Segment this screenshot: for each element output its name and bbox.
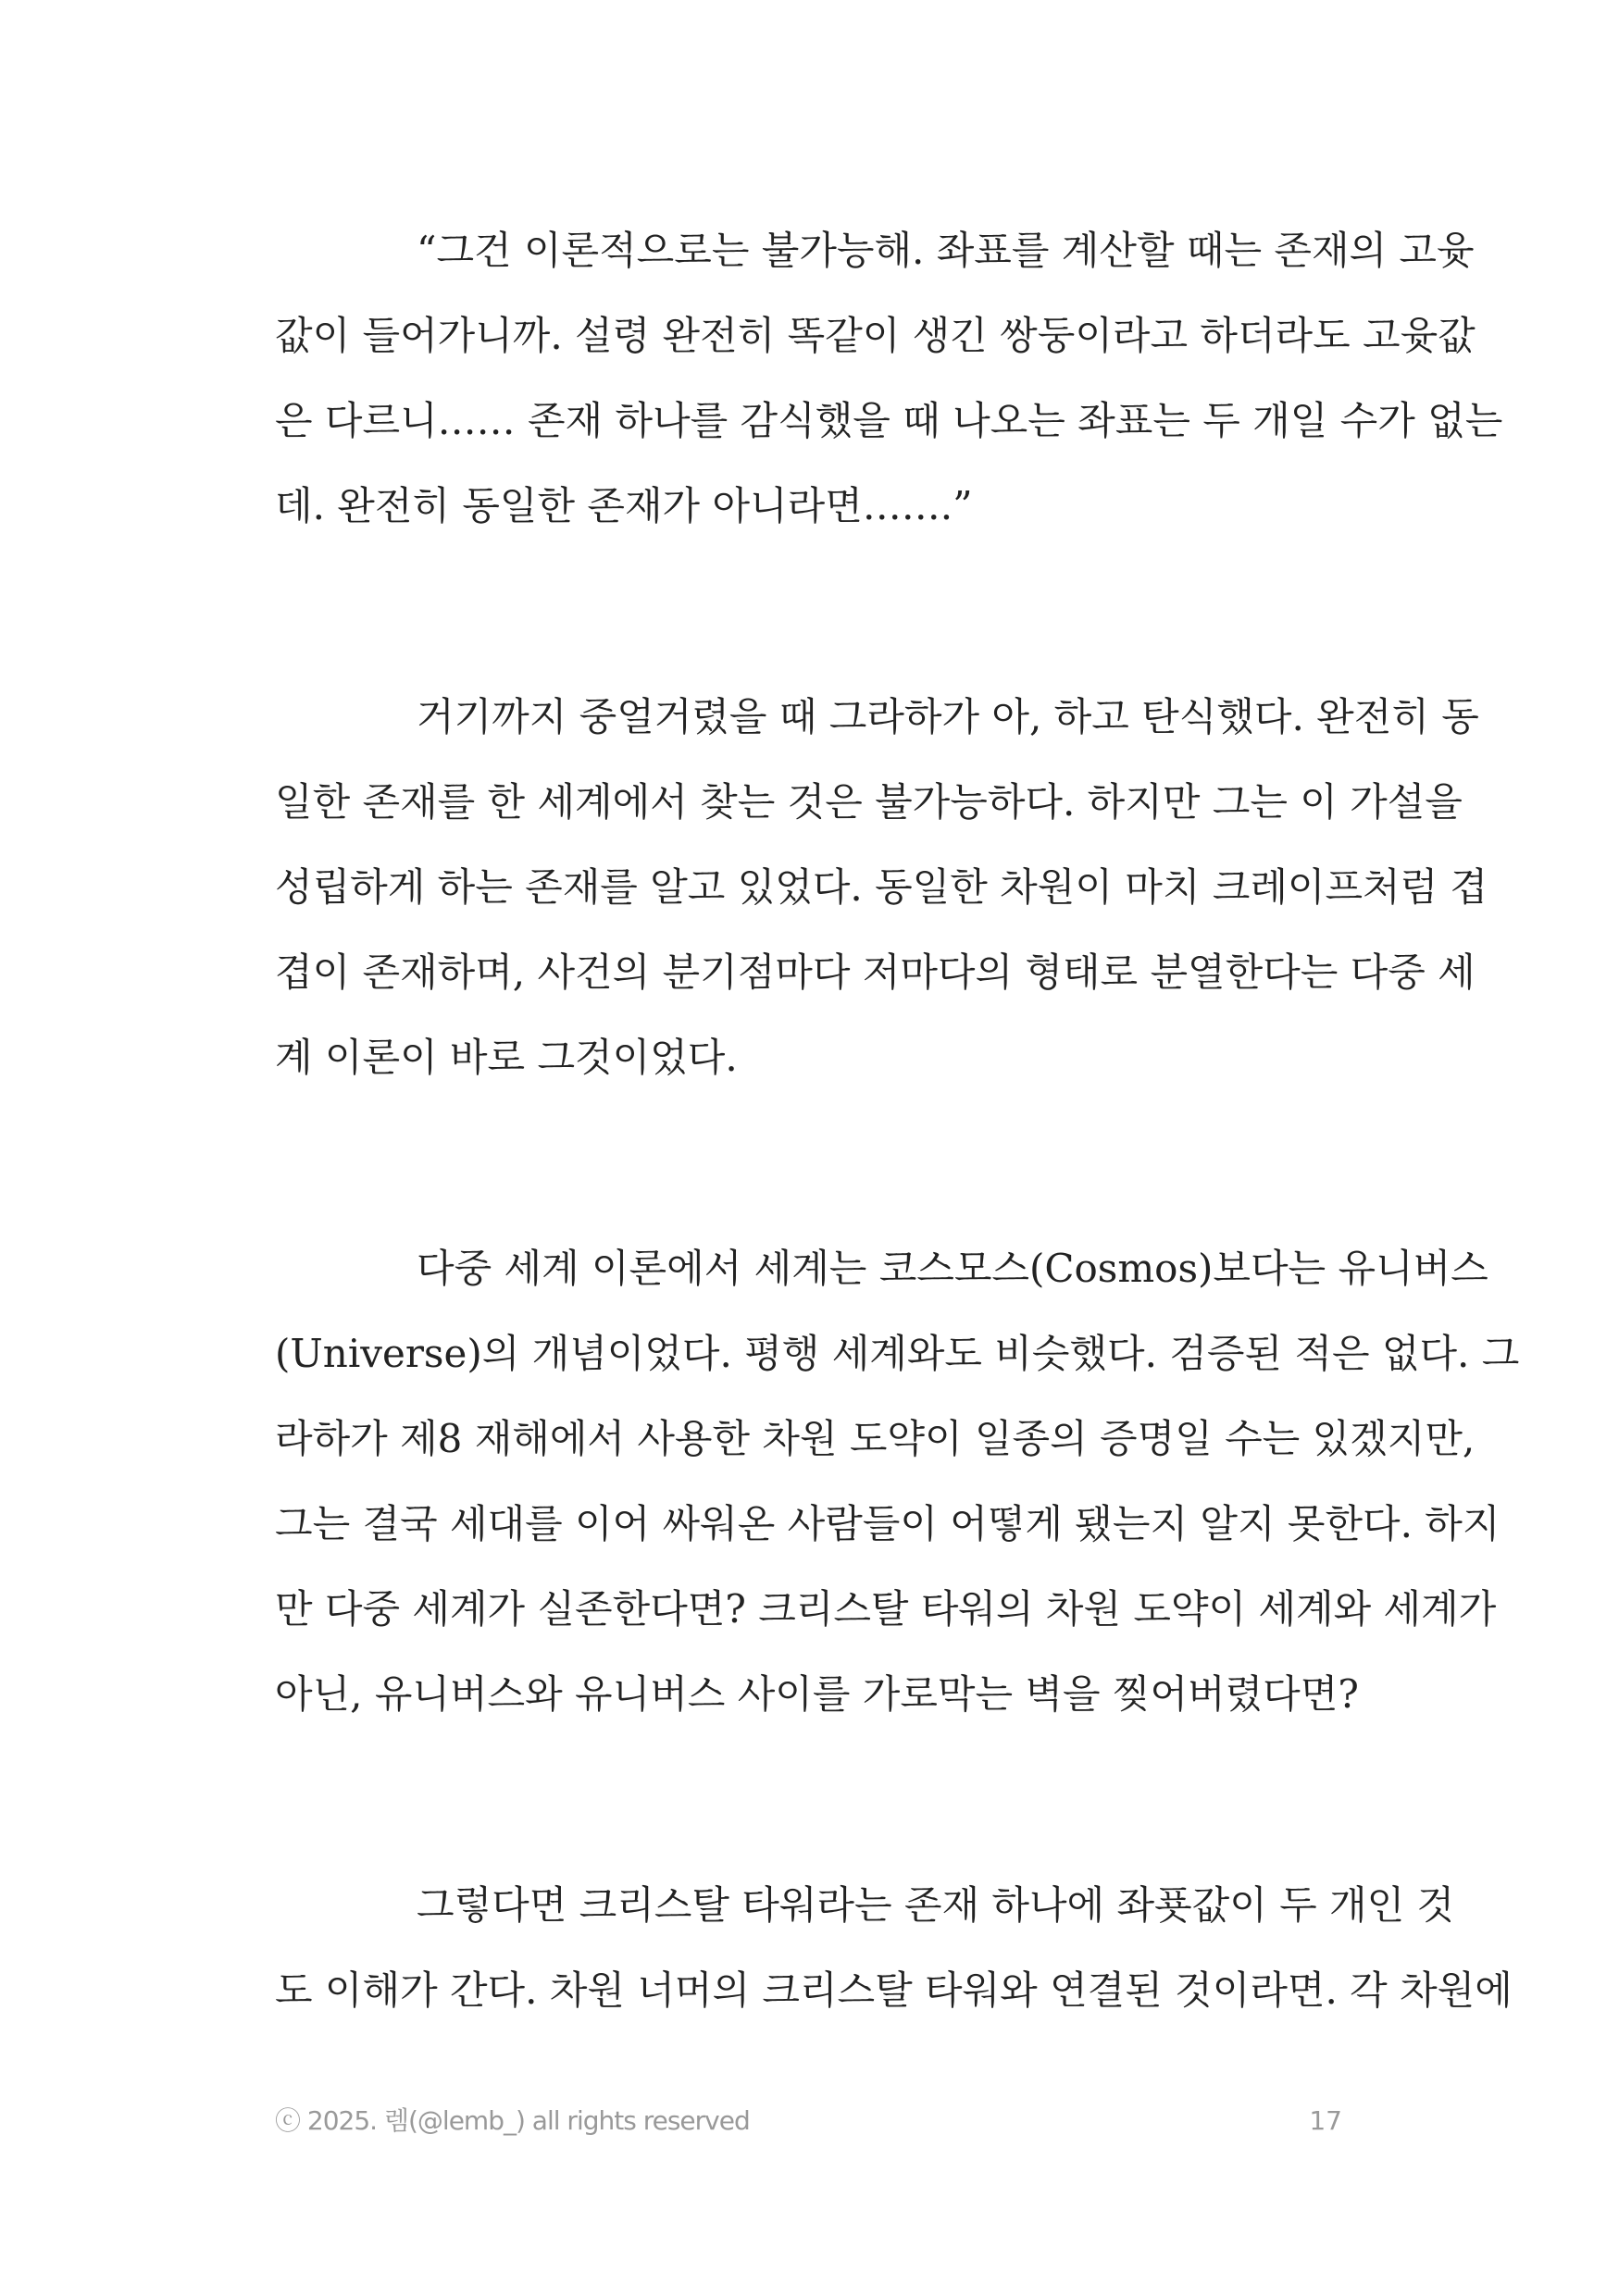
- copyright-notice: ⓒ 2025. 렘(@lemb_) all rights reserved: [275, 2105, 750, 2136]
- text-line: 계 이론이 바로 그것이었다.: [275, 1035, 738, 1080]
- text-line: 데. 완전히 동일한 존재가 아니라면…….”: [275, 483, 973, 528]
- paragraph: [275, 675, 1488, 1100]
- paragraph: [275, 1226, 1520, 1737]
- text-line: 일한 존재를 한 세계에서 찾는 것은 불가능하다. 하지만 그는 이 가설을: [275, 779, 1463, 825]
- page-number: 17: [1309, 2105, 1342, 2136]
- text-line: “그건 이론적으로는 불가능해. 좌표를 계산할 때는 존재의 고윳: [417, 228, 1475, 273]
- text-line: 성립하게 하는 존재를 알고 있었다. 동일한 차원이 마치 크레이프처럼 겹: [275, 864, 1488, 910]
- body-text: [275, 208, 1520, 2159]
- page-footer: [275, 2101, 1342, 2141]
- paragraph: [275, 208, 1503, 549]
- text-line: 거기까지 중얼거렸을 때 그라하가 아, 하고 탄식했다. 완전히 동: [417, 694, 1479, 739]
- text-line: (Universe)의 개념이었다. 평행 세계와도 비슷했다. 검증된 적은 없다. 그: [275, 1331, 1520, 1376]
- text-line: 아닌, 유니버스와 유니버스 사이를 가로막는 벽을 찢어버렸다면?: [275, 1671, 1359, 1717]
- paragraph: [275, 1863, 1513, 2033]
- text-line: 값이 들어가니까. 설령 완전히 똑같이 생긴 쌍둥이라고 하더라도 고윳값: [275, 313, 1476, 358]
- text-line: 만 다중 세계가 실존한다면? 크리스탈 타워의 차원 도약이 세계와 세계가: [275, 1586, 1497, 1632]
- text-line: 다중 세계 이론에서 세계는 코스모스(Cosmos)보다는 유니버스: [417, 1246, 1488, 1291]
- text-line: 그는 결국 세대를 이어 싸워온 사람들이 어떻게 됐는지 알지 못한다. 하지: [275, 1501, 1501, 1546]
- text-line: 은 다르니…… 존재 하나를 감식했을 때 나오는 좌표는 두 개일 수가 없는: [275, 398, 1503, 443]
- text-line: 겹이 존재하며, 사건의 분기점마다 저마다의 형태로 분열한다는 다중 세: [275, 949, 1476, 995]
- text-line: 도 이해가 간다. 차원 너머의 크리스탈 타워와 연결된 것이라면. 각 차원에: [275, 1967, 1513, 2013]
- text-line: 라하가 제8 재해에서 사용한 차원 도약이 일종의 증명일 수는 있겠지만,: [275, 1416, 1476, 1461]
- text-line: 그렇다면 크리스탈 타워라는 존재 하나에 좌푯값이 두 개인 것: [417, 1882, 1455, 1928]
